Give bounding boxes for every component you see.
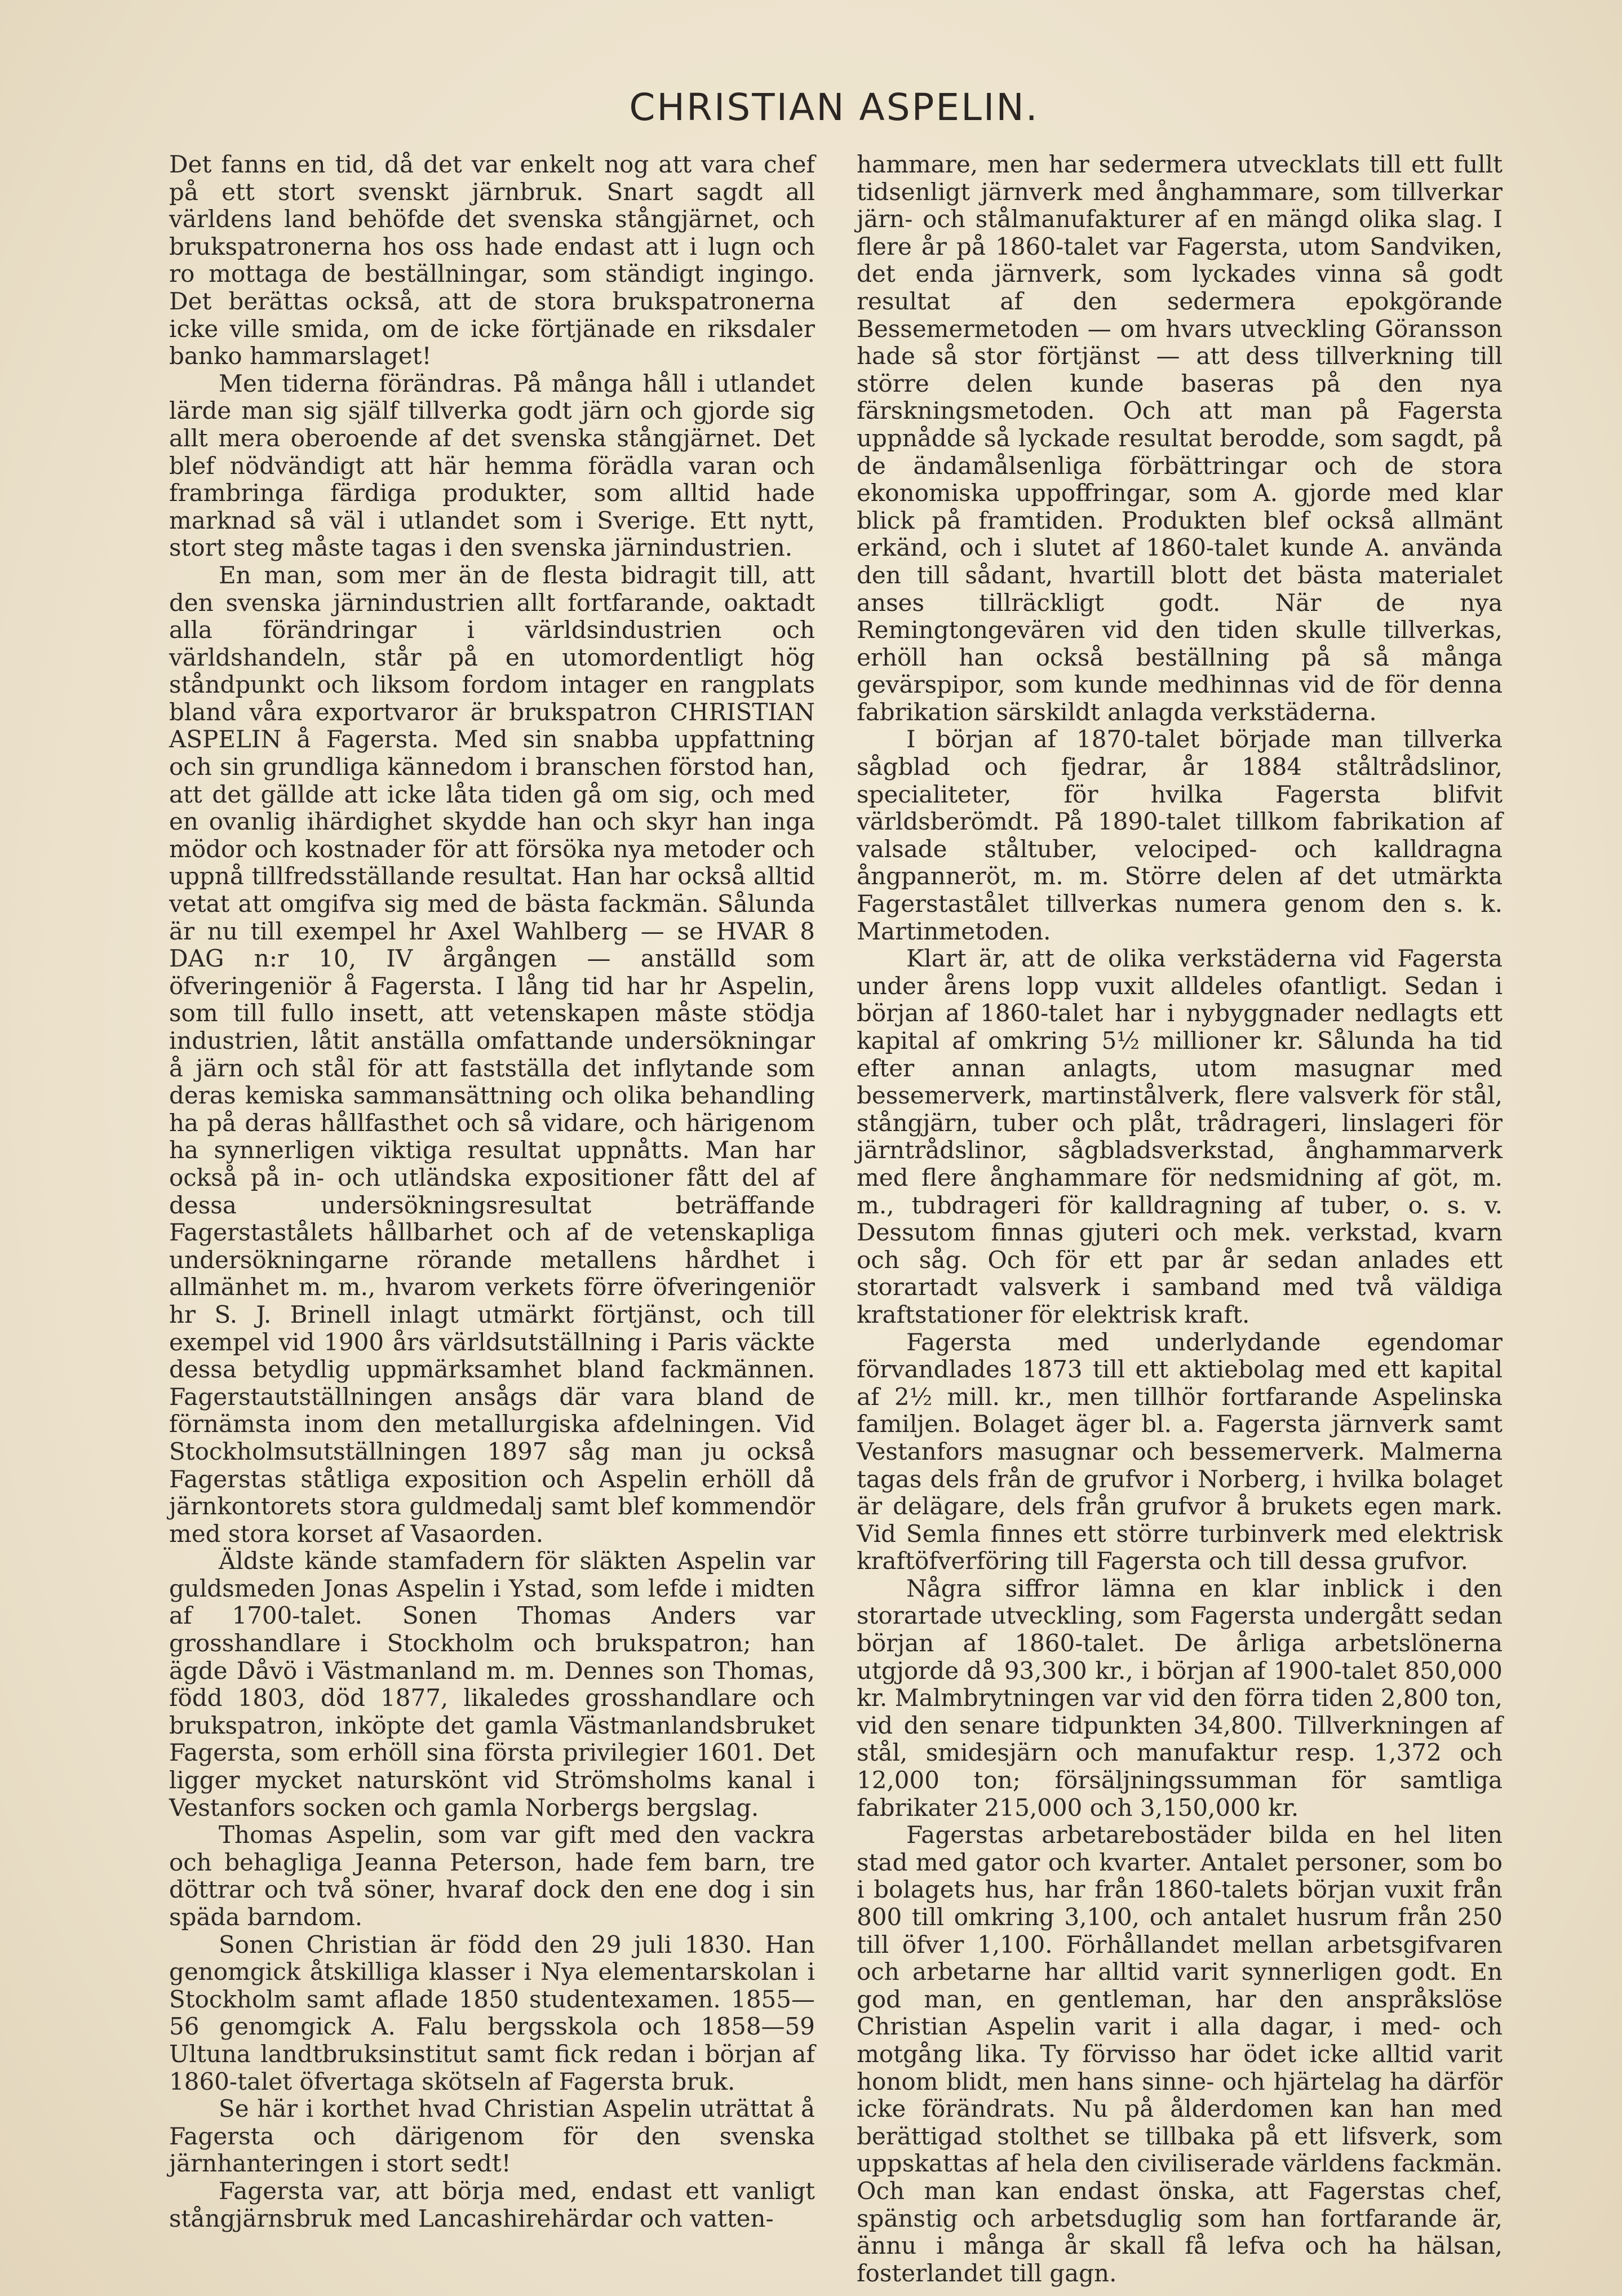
paragraph: Fagersta med underlydande egendomar förvandlades 1873 till ett aktiebolag med ett kapital af 2½ mill. kr., men tillhör fortfarande Aspelinska familjen. Bolaget äger bl. a. Fagersta järnverk samt Vestanfors masugnar och bessemerverk. Malmerna tagas dels från de grufvor i Norberg, i hvilka bolaget är delägare, dels från grufvor å brukets egen mark. Vid Semla finnes ett större turbinverk med elektrisk kraftöfverföring till Fagersta och till dessa grufvor. — [857, 1328, 1503, 1575]
paragraph: Klart är, att de olika verkstäderna vid Fagersta under årens lopp vuxit alldeles ofantligt. Sedan i början af 1860-talet har i nybyggnader nedlagts ett kapital af omkring 5½ millioner kr. Sålunda ha tid efter annan anlagts, utom masugnar med bessemerverk, martinstålverk, flere valsverk för stål, stångjärn, tuber och plåt, trådrageri, linslageri för järntrådslinor, sågbladsverkstad, ånghammarverk med flere ånghammare för nedsmidning af göt, m. m., tubdrageri för kalldragning af tuber, o. s. v. Dessutom finnas gjuteri och mek. verkstad, kvarn och såg. Och för ett par år sedan anlades ett storartadt valsverk i samband med två väldiga kraftstationer för elektrisk kraft. — [857, 945, 1503, 1328]
paragraph: Några siffror lämna en klar inblick i den storartade utveckling, som Fagersta undergått sedan början af 1860-talet. De årliga arbetslönerna utgjorde då 93,300 kr., i början af 1900-talet 850,000 kr. Malmbrytningen var vid den förra tiden 2,800 ton, vid den senare tidpunkten 34,800. Tillverkningen af stål, smidesjärn och manufaktur resp. 1,372 och 12,000 ton; försäljningssumman för samtliga fabrikater 215,000 och 3,150,000 kr. — [857, 1574, 1503, 1821]
left-text-column — [169, 151, 815, 2232]
paragraph: I början af 1870-talet började man tillverka sågblad och fjedrar, år 1884 ståltrådslinor, specialiteter, för hvilka Fagersta blifvit världsberömdt. På 1890-talet tillkom fabrikation af valsade ståltuber, velociped- och kalldragna ångpanneröt, m. m. Större delen af det utmärkta Fagerstastålet tillverkas numera genom den s. k. Martinmetoden. — [857, 725, 1503, 945]
paragraph: hammare, men har sedermera utvecklats till ett fullt tidsenligt järnverk med ånghammare, som tillverkar järn- och stålmanufakturer af en mängd olika slag. I flere år på 1860-talet var Fagersta, utom Sandviken, det enda järnverk, som lyckades vinna så godt resultat af den sedermera epokgörande Bessemermetoden — om hvars utveckling Göransson hade så stor förtjänst — att dess tillverkning till större delen kunde baseras på den nya färskningsmetoden. Och att man på Fagersta uppnådde så lyckade resultat berodde, som sagdt, på de ändamålsenliga förbättringar och de stora ekonomiska uppoffringar, som A. gjorde med klar blick på framtiden. Produkten blef också allmänt erkänd, och i slutet af 1860-talet kunde A. använda den till sådant, hvartill blott det bästa materialet anses tillräckligt godt. När de nya Remingtongevären vid den tiden skulle tillverkas, erhöll han också beställning på så många gevärspipor, som kunde medhinnas vid de för denna fabrikation särskildt anlagda verkstäderna. — [857, 150, 1503, 726]
article-title: CHRISTIAN ASPELIN. — [629, 86, 1039, 129]
paragraph: En man, som mer än de flesta bidragit till, att den svenska järnindustrien allt fortfarande, oaktadt alla förändringar i världsindustrien och världshandeln, står på en utomordentligt hög ståndpunkt och liksom fordom intager en rangplats bland våra exportvaror är brukspatron CHRISTIAN ASPELIN å Fagersta. Med sin snabba uppfattning och sin grundliga kännedom i branschen förstod han, att det gällde att icke låta tiden gå om sig, och med en ovanlig ihärdighet skydde han och skyr han inga mödor och kostnader för att försöka nya metoder och uppnå tillfredsställande resultat. Han har också alltid vetat att omgifva sig med de bästa fackmän. Sålunda är nu till exempel hr Axel Wahlberg — se HVAR 8 DAG n:r 10, IV årgången — anställd som öfveringeniör å Fagersta. I lång tid har hr Aspelin, som till fullo insett, att vetenskapen måste stödja industrien, låtit anställa omfattande undersökningar å järn och stål för att fastställa det inflytande som deras kemiska sammansättning och olika behandling ha på deras hållfasthet och så vidare, och härigenom ha synnerligen viktiga resultat uppnåtts. Man har också på in- och utländska expositioner fått del af dessa undersökningsresultat beträffande Fagerstastålets hållbarhet och af de vetenskapliga undersökningarne rörande metallens hårdhet i allmänhet m. m., hvarom verkets förre öfveringeniör hr S. J. Brinell inlagt utmärkt förtjänst, och till exempel vid 1900 års världsutställning i Paris väckte dessa betydlig uppmärksamhet bland fackmännen. Fagerstautställningen ansågs där vara bland de förnämsta inom den metallurgiska afdelningen. Vid Stockholmsutställningen 1897 såg man ju också Fagerstas ståtliga exposition och Aspelin erhöll då järnkontorets stora guldmedalj samt blef kommendör med stora korset af Vasaorden. — [169, 561, 815, 1548]
paragraph: Fagerstas arbetarebostäder bilda en hel liten stad med gator och kvarter. Antalet personer, som bo i bolagets hus, har från 1860-talets början vuxit från 800 till omkring 3,100, och antalet husrum från 250 till öfver 1,100. Förhållandet mellan arbetsgifvaren och arbetarne har alltid varit synnerligen godt. En god man, en gentleman, har den anspråkslöse Christian Aspelin varit i alla dagar, i med- och motgång lika. Ty förvisso har ödet icke alltid varit honom blidt, men hans sinne- och hjärtelag ha därför icke förändrats. Nu på ålderdomen kan han med berättigad stolthet se tillbaka på ett lifsverk, som uppskattas af hela den civiliserade världens fackmän. Och man kan endast önska, att Fagerstas chef, spänstig och arbetsduglig som han fortfarande är, ännu i många år skall få lefva och ha hälsan, fosterlandet till gagn. — [857, 1821, 1503, 2287]
paragraph: Thomas Aspelin, som var gift med den vackra och behagliga Jeanna Peterson, hade fem barn, tre döttrar och två söner, hvaraf dock den ene dog i sin späda barndom. — [169, 1821, 815, 1931]
paragraph: Äldste kände stamfadern för släkten Aspelin var guldsmeden Jonas Aspelin i Ystad, som lefde i midten af 1700-talet. Sonen Thomas Anders var grosshandlare i Stockholm och brukspatron; han ägde Dåvö i Västmanland m. m. Dennes son Thomas, född 1803, död 1877, likaledes grosshandlare och brukspatron, inköpte det gamla Västmanlandsbruket Fagersta, som erhöll sina första privilegier 1601. Det ligger mycket naturskönt vid Strömsholms kanal i Vestanfors socken och gamla Norbergs bergslag. — [169, 1547, 815, 1821]
paragraph: Sonen Christian är född den 29 juli 1830. Han genomgick åtskilliga klasser i Nya elementarskolan i Stockholm samt aflade 1850 studentexamen. 1855—56 genomgick A. Falu bergsskola och 1858—59 Ultuna landtbruksinstitut samt fick redan i början af 1860-talet öfvertaga skötseln af Fagersta bruk. — [169, 1930, 815, 2095]
right-text-column — [857, 151, 1503, 2287]
paragraph: Det fanns en tid, då det var enkelt nog att vara chef på ett stort svenskt järnbruk. Snart sagdt all världens land behöfde det svenska stångjärnet, och brukspatronerna hos oss hade endast att i lugn och ro mottaga de beställningar, som ständigt ingingo. Det berättas också, att de stora brukspatronerna icke ville smida, om de icke förtjänade en riksdaler banko hammarslaget! — [169, 150, 815, 370]
paragraph: Fagersta var, att börja med, endast ett vanligt stångjärnsbruk med Lancashirehärdar och vatten- — [169, 2177, 815, 2232]
paragraph: Men tiderna förändras. På många håll i utlandet lärde man sig själf tillverka godt järn och gjorde sig allt mera oberoende af det svenska stångjärnet. Det blef nödvändigt att här hemma förädla varan och frambringa färdiga produkter, som alltid hade marknad så väl i utlandet som i Sverige. Ett nytt, stort steg måste tagas i den svenska järnindustrien. — [169, 369, 815, 562]
paragraph: Se här i korthet hvad Christian Aspelin uträttat å Fagersta och därigenom för den svenska järnhanteringen i stort sedt! — [169, 2095, 815, 2178]
